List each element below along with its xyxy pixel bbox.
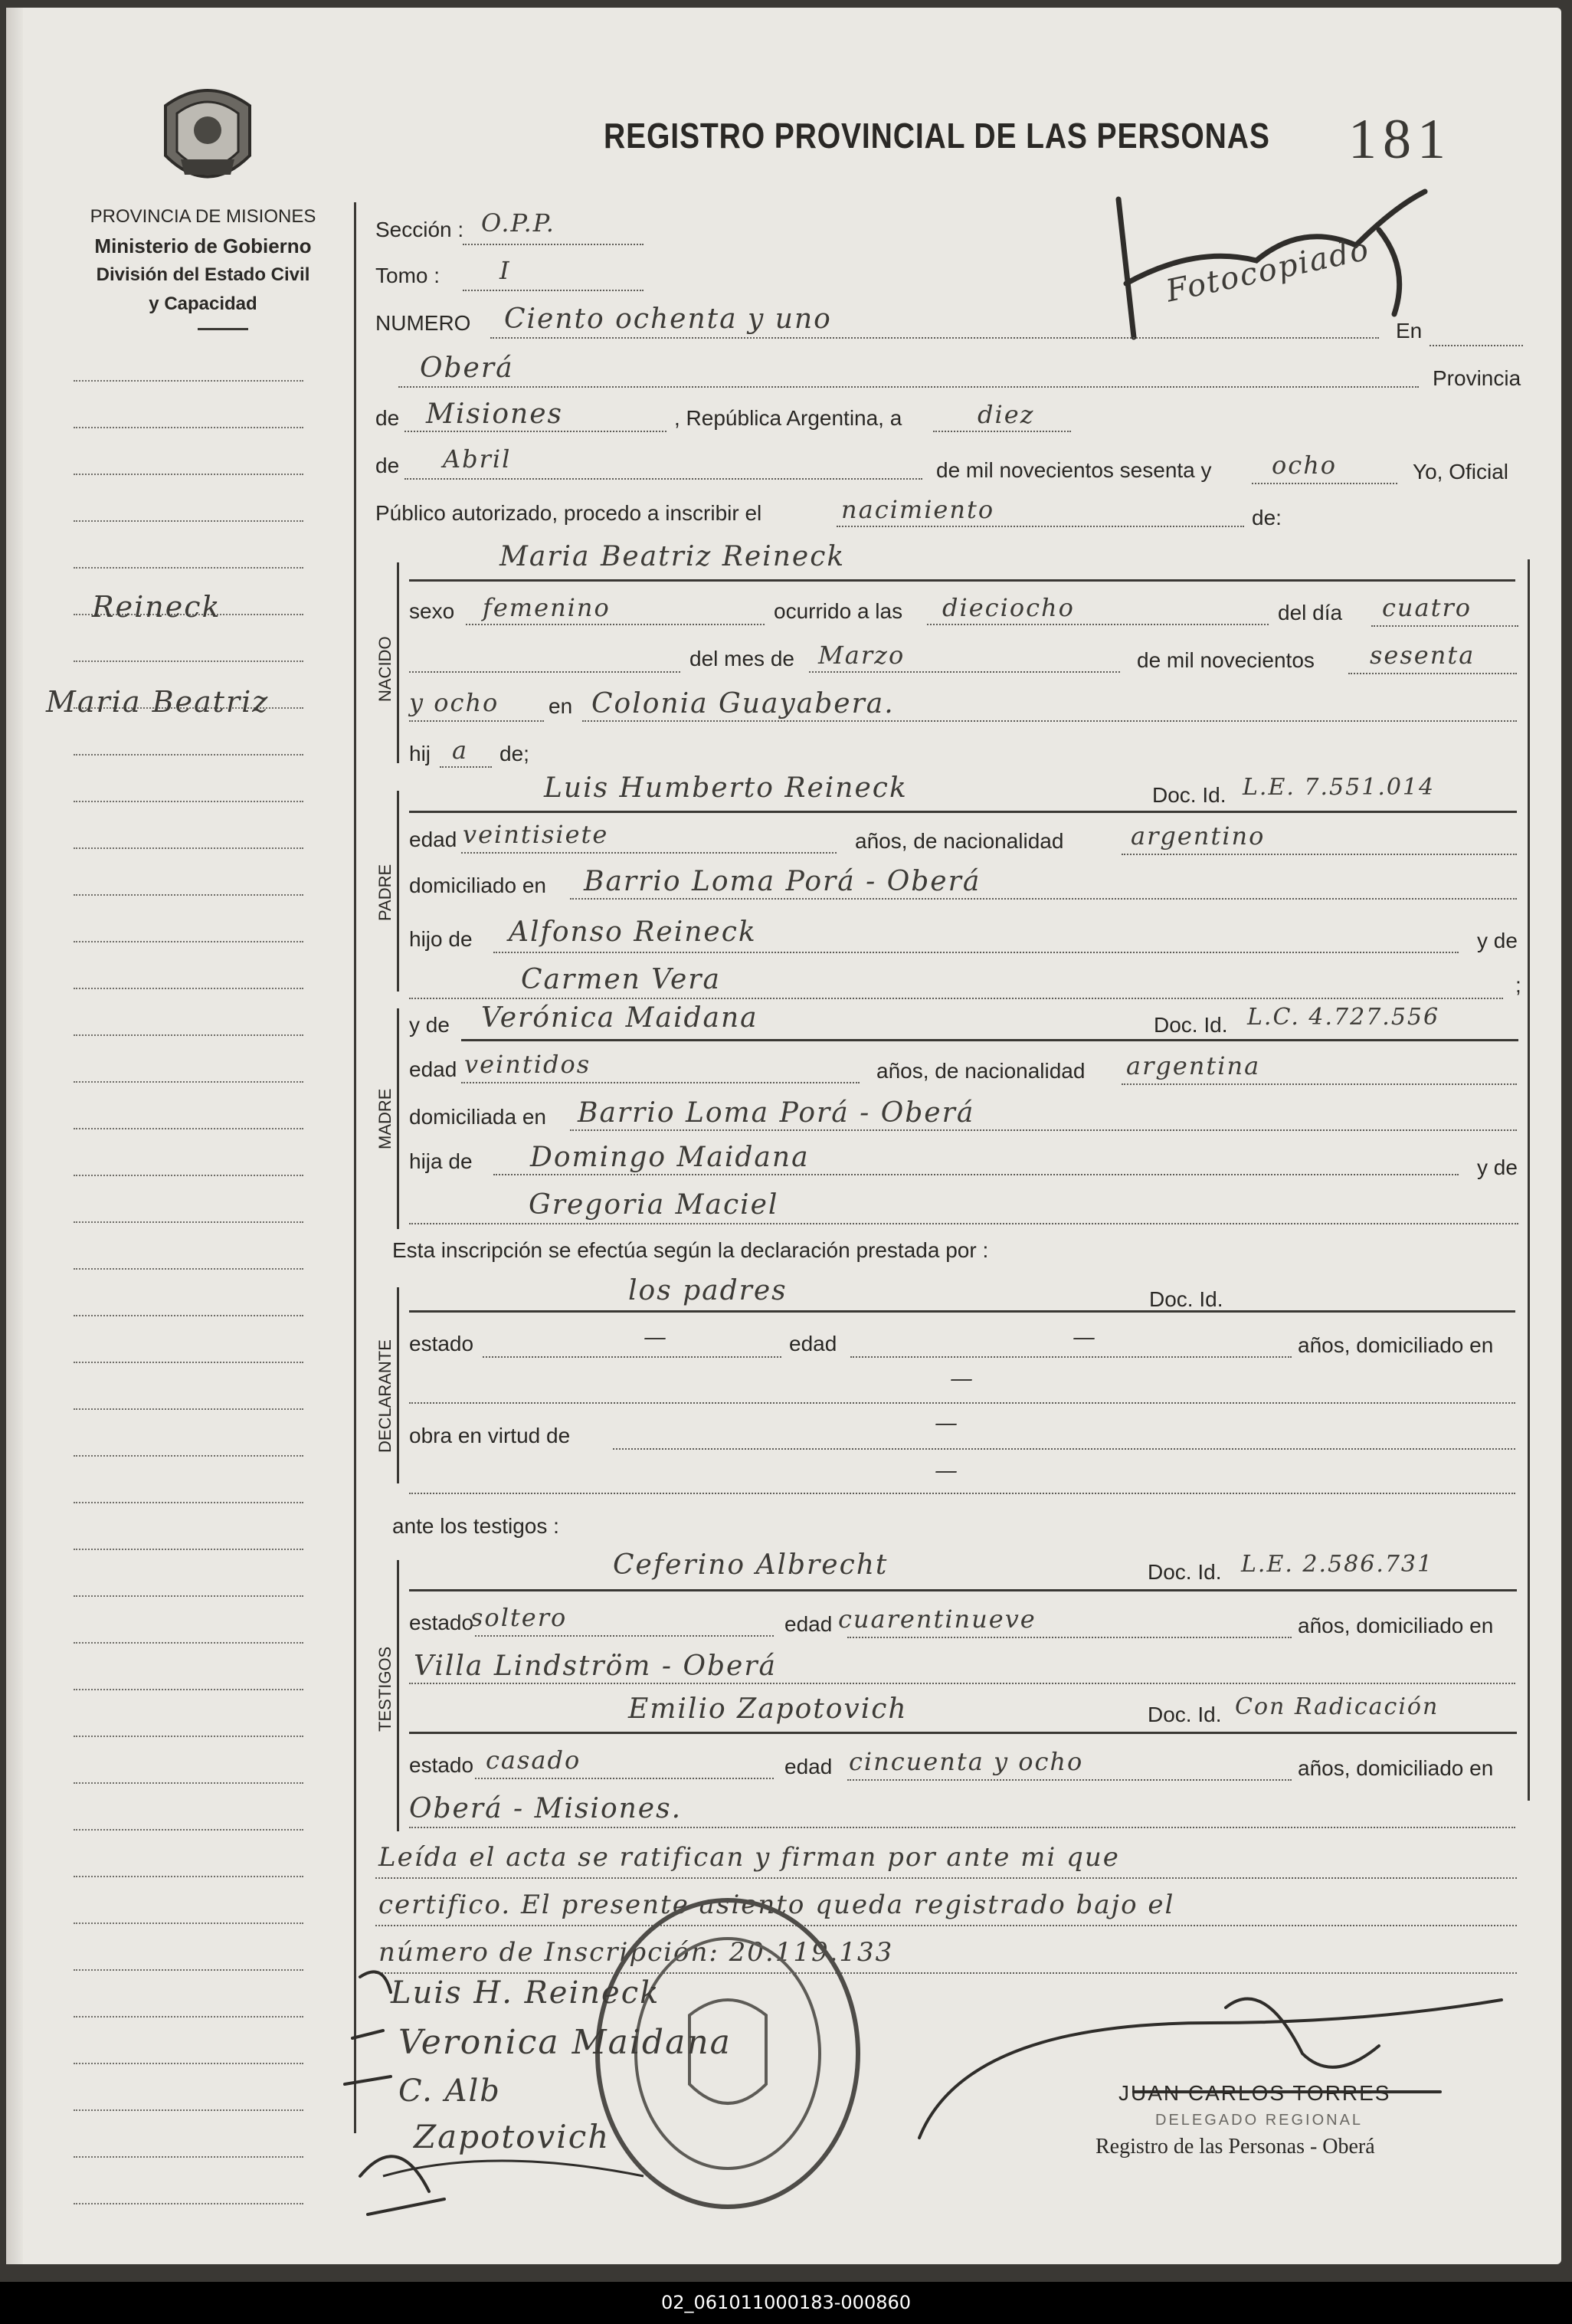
declarante-obra-line-2 <box>409 1493 1515 1494</box>
place-value: Oberá <box>420 352 514 384</box>
testigo2-edad-label: edad <box>784 1755 833 1778</box>
testigo2-dom-line <box>409 1827 1515 1828</box>
margin-rule <box>74 1081 303 1083</box>
sexo-line <box>466 624 765 625</box>
de-label-2: de <box>375 454 400 477</box>
margin-rule <box>74 1922 303 1924</box>
margin-rule <box>74 474 303 475</box>
madre-dom-label: domiciliada en <box>409 1105 546 1129</box>
margin-rule <box>74 1782 303 1784</box>
padre-mother-line <box>409 998 1503 999</box>
nacido-day-value: cuatro <box>1382 593 1472 622</box>
image-code-bar <box>0 2282 1572 2324</box>
testigo2-name: Emilio Zapotovich <box>628 1693 908 1725</box>
tomo-label: Tomo : <box>375 264 440 287</box>
division-name-2: y Capacidad <box>149 293 257 314</box>
nacido-month-value: Marzo <box>818 641 906 670</box>
margin-rule <box>74 801 303 802</box>
testigo1-name: Ceferino Albrecht <box>613 1549 889 1581</box>
declarante-edad-value: — <box>1073 1324 1097 1351</box>
day-line-nacido <box>1371 625 1518 627</box>
sexo-value: femenino <box>483 593 611 622</box>
margin-rule <box>74 1829 303 1831</box>
madre-edad-line <box>461 1082 860 1083</box>
closing-line-1 <box>375 1877 1517 1879</box>
margin-note-surname: Reineck <box>92 590 221 624</box>
declarante-bracket <box>397 1287 399 1483</box>
testigo1-edad-label: edad <box>784 1612 833 1636</box>
official-role: DELEGADO REGIONAL <box>1155 2112 1364 2129</box>
margin-rule <box>74 2156 303 2158</box>
madre-doc-value: L.C. 4.727.556 <box>1247 1004 1440 1031</box>
testigo1-edad-value: cuarentinueve <box>838 1605 1037 1634</box>
mes-blank-line <box>409 671 680 673</box>
testigo1-doc-label: Doc. Id. <box>1148 1560 1222 1584</box>
image-code: 02_061011000183-000860 <box>660 2292 912 2313</box>
seccion-line <box>463 244 644 245</box>
padre-section-label: PADRE <box>375 864 395 921</box>
hour-line <box>927 624 1269 625</box>
endorsement-text: Fotocopiado <box>1163 231 1374 310</box>
testigo2-dom-value: Oberá - Misiones. <box>409 1793 683 1824</box>
testigo2-doc-value: Con Radicación <box>1235 1693 1439 1720</box>
declarante-edad-label: edad <box>789 1332 837 1355</box>
numero-label: NUMERO <box>375 311 471 335</box>
page-number: 181 <box>1348 108 1452 171</box>
closing-text-3: número de Inscripción: 20.119.133 <box>378 1937 894 1968</box>
madre-name: Verónica Maidana <box>481 1002 758 1034</box>
seccion-label: Sección : <box>375 218 464 241</box>
nacido-year-value-2: y ocho <box>409 688 499 717</box>
margin-rule <box>74 1128 303 1129</box>
declarante-estado-line <box>483 1356 781 1358</box>
testigo1-dom-line <box>409 1683 1515 1684</box>
document-title: REGISTRO PROVINCIAL DE LAS PERSONAS <box>604 116 1270 156</box>
margin-rule <box>74 941 303 942</box>
testigos-section-label: TESTIGOS <box>375 1646 395 1732</box>
madre-edad-value: veintidos <box>464 1050 591 1079</box>
margin-rule <box>74 1876 303 1877</box>
declarante-doc-label: Doc. Id. <box>1149 1287 1223 1311</box>
madre-edad-label: edad <box>409 1057 457 1081</box>
republica-label: , República Argentina, a <box>674 406 902 430</box>
testigos-intro: ante los testigos : <box>392 1514 559 1538</box>
seccion-value: O.P.P. <box>481 208 555 238</box>
declarante-edad-line <box>850 1356 1292 1358</box>
province-name: PROVINCIA DE MISIONES <box>90 206 316 227</box>
padre-edad-line <box>461 852 837 854</box>
margin-rule <box>74 1175 303 1176</box>
official-name: JUAN CARLOS TORRES <box>1118 2081 1391 2105</box>
signature-father: Luis H. Reineck <box>391 1975 660 2011</box>
provincia-label: Provincia <box>1433 366 1521 390</box>
tomo-value: I <box>499 256 511 285</box>
testigo2-edad-value: cincuenta y ocho <box>849 1747 1084 1776</box>
nacido-bracket <box>397 562 399 763</box>
padre-father-value: Alfonso Reineck <box>509 916 757 948</box>
nacido-name-line <box>409 579 1515 582</box>
margin-rule <box>74 988 303 989</box>
padre-edad-value: veintisiete <box>463 820 609 849</box>
madre-bracket <box>397 1008 399 1229</box>
signature-witness-1: C. Alb <box>398 2073 501 2109</box>
margin-rule <box>74 1549 303 1550</box>
signature-witness-2: Zapotovich <box>414 2118 611 2155</box>
official-office: Registro de las Personas - Oberá <box>1095 2135 1375 2158</box>
margin-rule <box>74 847 303 849</box>
declarante-obra-line <box>613 1448 1515 1450</box>
en-label: En <box>1396 319 1423 343</box>
mes-line <box>809 671 1120 673</box>
publico-label: Público autorizado, procedo a inscribir el <box>375 501 762 525</box>
declarante-estado-value: — <box>644 1324 668 1351</box>
place-line <box>398 386 1419 388</box>
margin-rule <box>74 2063 303 2064</box>
padre-nac-line <box>1122 854 1517 855</box>
year-line-nacido <box>1348 673 1517 674</box>
de-label: de <box>375 406 400 430</box>
declarante-dom-line <box>409 1402 1515 1404</box>
margin-rule <box>74 1502 303 1503</box>
form-left-rule <box>354 202 356 2133</box>
testigo1-estado-label: estado <box>409 1611 474 1634</box>
month-value: Abril <box>443 444 512 474</box>
act-line <box>837 526 1244 527</box>
hij-line <box>440 766 492 768</box>
numero-value: Ciento ochenta y uno <box>504 303 832 335</box>
padre-doc-value: L.E. 7.551.014 <box>1243 774 1436 801</box>
margin-rule <box>74 1689 303 1690</box>
madre-mother-line <box>409 1223 1518 1224</box>
madre-dom-value: Barrio Loma Porá - Oberá <box>578 1097 975 1129</box>
declarante-obra-value: — <box>935 1410 959 1437</box>
division-name: División del Estado Civil <box>96 264 310 285</box>
testigo2-edad-line <box>847 1779 1292 1781</box>
ministry-name: Ministerio de Gobierno <box>94 234 312 257</box>
declarante-section-label: DECLARANTE <box>375 1339 395 1453</box>
hij-label: hij <box>409 742 431 765</box>
padre-hijo-label: hijo de <box>409 927 473 951</box>
madre-hija-label: hija de <box>409 1149 473 1173</box>
padre-dom-label: domiciliado en <box>409 874 546 897</box>
year-line <box>1252 483 1397 484</box>
margin-rule <box>74 1736 303 1737</box>
testigos-bracket <box>397 1560 399 1831</box>
year-cont-line <box>409 720 544 722</box>
hour-value: dieciocho <box>942 593 1075 622</box>
padre-nac-value: argentino <box>1131 821 1266 851</box>
hij-value: a <box>452 736 469 765</box>
margin-rule <box>74 380 303 382</box>
padre-parents-line <box>493 952 1459 953</box>
margin-rule <box>74 2203 303 2204</box>
declarante-obra-label: obra en virtud de <box>409 1424 571 1447</box>
testigo1-edad-line <box>847 1637 1292 1638</box>
declarante-obra-value-2: — <box>935 1457 959 1484</box>
testigo1-dom-value: Villa Lindström - Oberá <box>414 1650 778 1682</box>
day-line <box>933 431 1071 432</box>
padre-semicolon: ; <box>1515 973 1521 997</box>
padre-yde-label: y de <box>1477 929 1518 952</box>
office-rule <box>198 328 248 330</box>
closing-text-1: Leída el acta se ratifican y firman por ante mi que <box>378 1842 1120 1873</box>
testigo2-estado-value: casado <box>486 1745 581 1775</box>
declarante-name: los padres <box>628 1275 788 1306</box>
testigo1-estado-value: soltero <box>470 1603 568 1632</box>
issuing-office <box>61 202 345 319</box>
province-line <box>404 431 666 432</box>
madre-yde-label: y de <box>409 1013 450 1037</box>
margin-rule <box>74 1642 303 1644</box>
nacido-year-value: sesenta <box>1370 641 1475 670</box>
margin-rule <box>74 427 303 428</box>
testigo1-dom-label: años, domiciliado en <box>1298 1614 1494 1637</box>
madre-father-value: Domingo Maidana <box>530 1142 810 1173</box>
madre-nac-value: argentina <box>1126 1051 1261 1080</box>
madre-mother-value: Gregoria Maciel <box>529 1189 779 1221</box>
testigo2-estado-label: estado <box>409 1753 474 1777</box>
margin-rule <box>74 894 303 896</box>
padre-mother-value: Carmen Vera <box>521 964 721 995</box>
del-dia-label: del día <box>1278 601 1343 624</box>
ocurrido-label: ocurrido a las <box>774 599 903 623</box>
margin-rule <box>74 1034 303 1036</box>
birthplace-value: Colonia Guayabera. <box>591 688 895 719</box>
padre-name: Luis Humberto Reineck <box>544 772 908 804</box>
testigo1-name-line <box>409 1589 1517 1591</box>
margin-rule <box>74 567 303 569</box>
margin-note-given-names: Maria Beatriz <box>46 685 270 719</box>
book-binding <box>6 8 23 2264</box>
year-value: ocho <box>1272 451 1338 480</box>
day-value: diez <box>978 400 1035 429</box>
testigo2-name-line <box>409 1732 1517 1734</box>
madre-nac-label: años, de nacionalidad <box>876 1059 1086 1083</box>
padre-bracket <box>397 791 399 992</box>
padre-name-line <box>409 811 1517 813</box>
testigo1-estado-line <box>475 1635 774 1637</box>
mes-label: del mes de <box>689 647 794 670</box>
padre-doc-label: Doc. Id. <box>1152 783 1226 807</box>
testigo2-dom-label: años, domiciliado en <box>1298 1756 1494 1780</box>
padre-dom-value: Barrio Loma Porá - Oberá <box>584 866 981 897</box>
madre-doc-label: Doc. Id. <box>1154 1013 1228 1037</box>
padre-dom-line <box>570 898 1517 900</box>
declarante-intro: Esta inscripción se efectúa según la declaración prestada por : <box>392 1238 989 1262</box>
act-value: nacimiento <box>841 495 995 524</box>
margin-rule <box>74 1969 303 1971</box>
padre-nac-label: años, de nacionalidad <box>855 829 1064 853</box>
margin-rule <box>74 754 303 756</box>
declarante-dom-value: — <box>950 1365 974 1392</box>
margin-rule <box>74 2016 303 2018</box>
tomo-line <box>463 290 644 291</box>
testigo2-doc-label: Doc. Id. <box>1148 1703 1222 1726</box>
margin-rule <box>74 2109 303 2111</box>
margin-rule <box>74 1221 303 1223</box>
en-line <box>1430 345 1523 346</box>
madre-yde-label-2: y de <box>1477 1155 1518 1179</box>
madre-section-label: MADRE <box>375 1088 395 1149</box>
form-right-rule <box>1528 559 1530 1801</box>
margin-rule <box>74 1268 303 1270</box>
testigo1-doc-value: L.E. 2.586.731 <box>1241 1551 1434 1578</box>
padre-edad-label: edad <box>409 828 457 851</box>
year-label: de mil novecientos sesenta y <box>936 458 1212 482</box>
sexo-label: sexo <box>409 599 455 623</box>
margin-rule <box>74 1408 303 1410</box>
signature-mother: Veronica Maidana <box>398 2023 732 2062</box>
margin-rule <box>74 1315 303 1316</box>
testigo2-estado-line <box>475 1778 774 1779</box>
madre-nac-line <box>1122 1083 1517 1085</box>
nacido-name: Maria Beatriz Reineck <box>499 541 846 572</box>
declarante-dom-label: años, domiciliado en <box>1298 1333 1494 1357</box>
madre-name-line <box>461 1039 1518 1041</box>
nacido-section-label: NACIDO <box>375 636 395 702</box>
mil-label: de mil novecientos <box>1137 648 1315 672</box>
en-label-nacido: en <box>549 694 573 718</box>
numero-line <box>490 337 1379 339</box>
margin-rule <box>74 1455 303 1457</box>
margin-rule <box>74 520 303 522</box>
de-colon-label: de: <box>1252 506 1282 529</box>
oficial-label: Yo, Oficial <box>1413 460 1509 483</box>
province-value: Misiones <box>426 398 564 430</box>
madre-parents-line <box>493 1174 1459 1175</box>
declarante-name-line <box>409 1310 1515 1313</box>
madre-dom-line <box>570 1129 1517 1131</box>
de-semicolon-label: de; <box>499 742 529 765</box>
closing-line-2 <box>375 1925 1517 1926</box>
provincial-crest-icon <box>158 83 257 198</box>
closing-text-2: certifico. El presente asiento queda registrado bajo el <box>378 1890 1175 1920</box>
margin-rule <box>74 1362 303 1363</box>
margin-rule <box>74 1595 303 1597</box>
birthplace-line <box>582 720 1517 722</box>
month-line <box>404 478 922 480</box>
margin-rule <box>74 660 303 662</box>
declarante-estado-label: estado <box>409 1332 474 1355</box>
